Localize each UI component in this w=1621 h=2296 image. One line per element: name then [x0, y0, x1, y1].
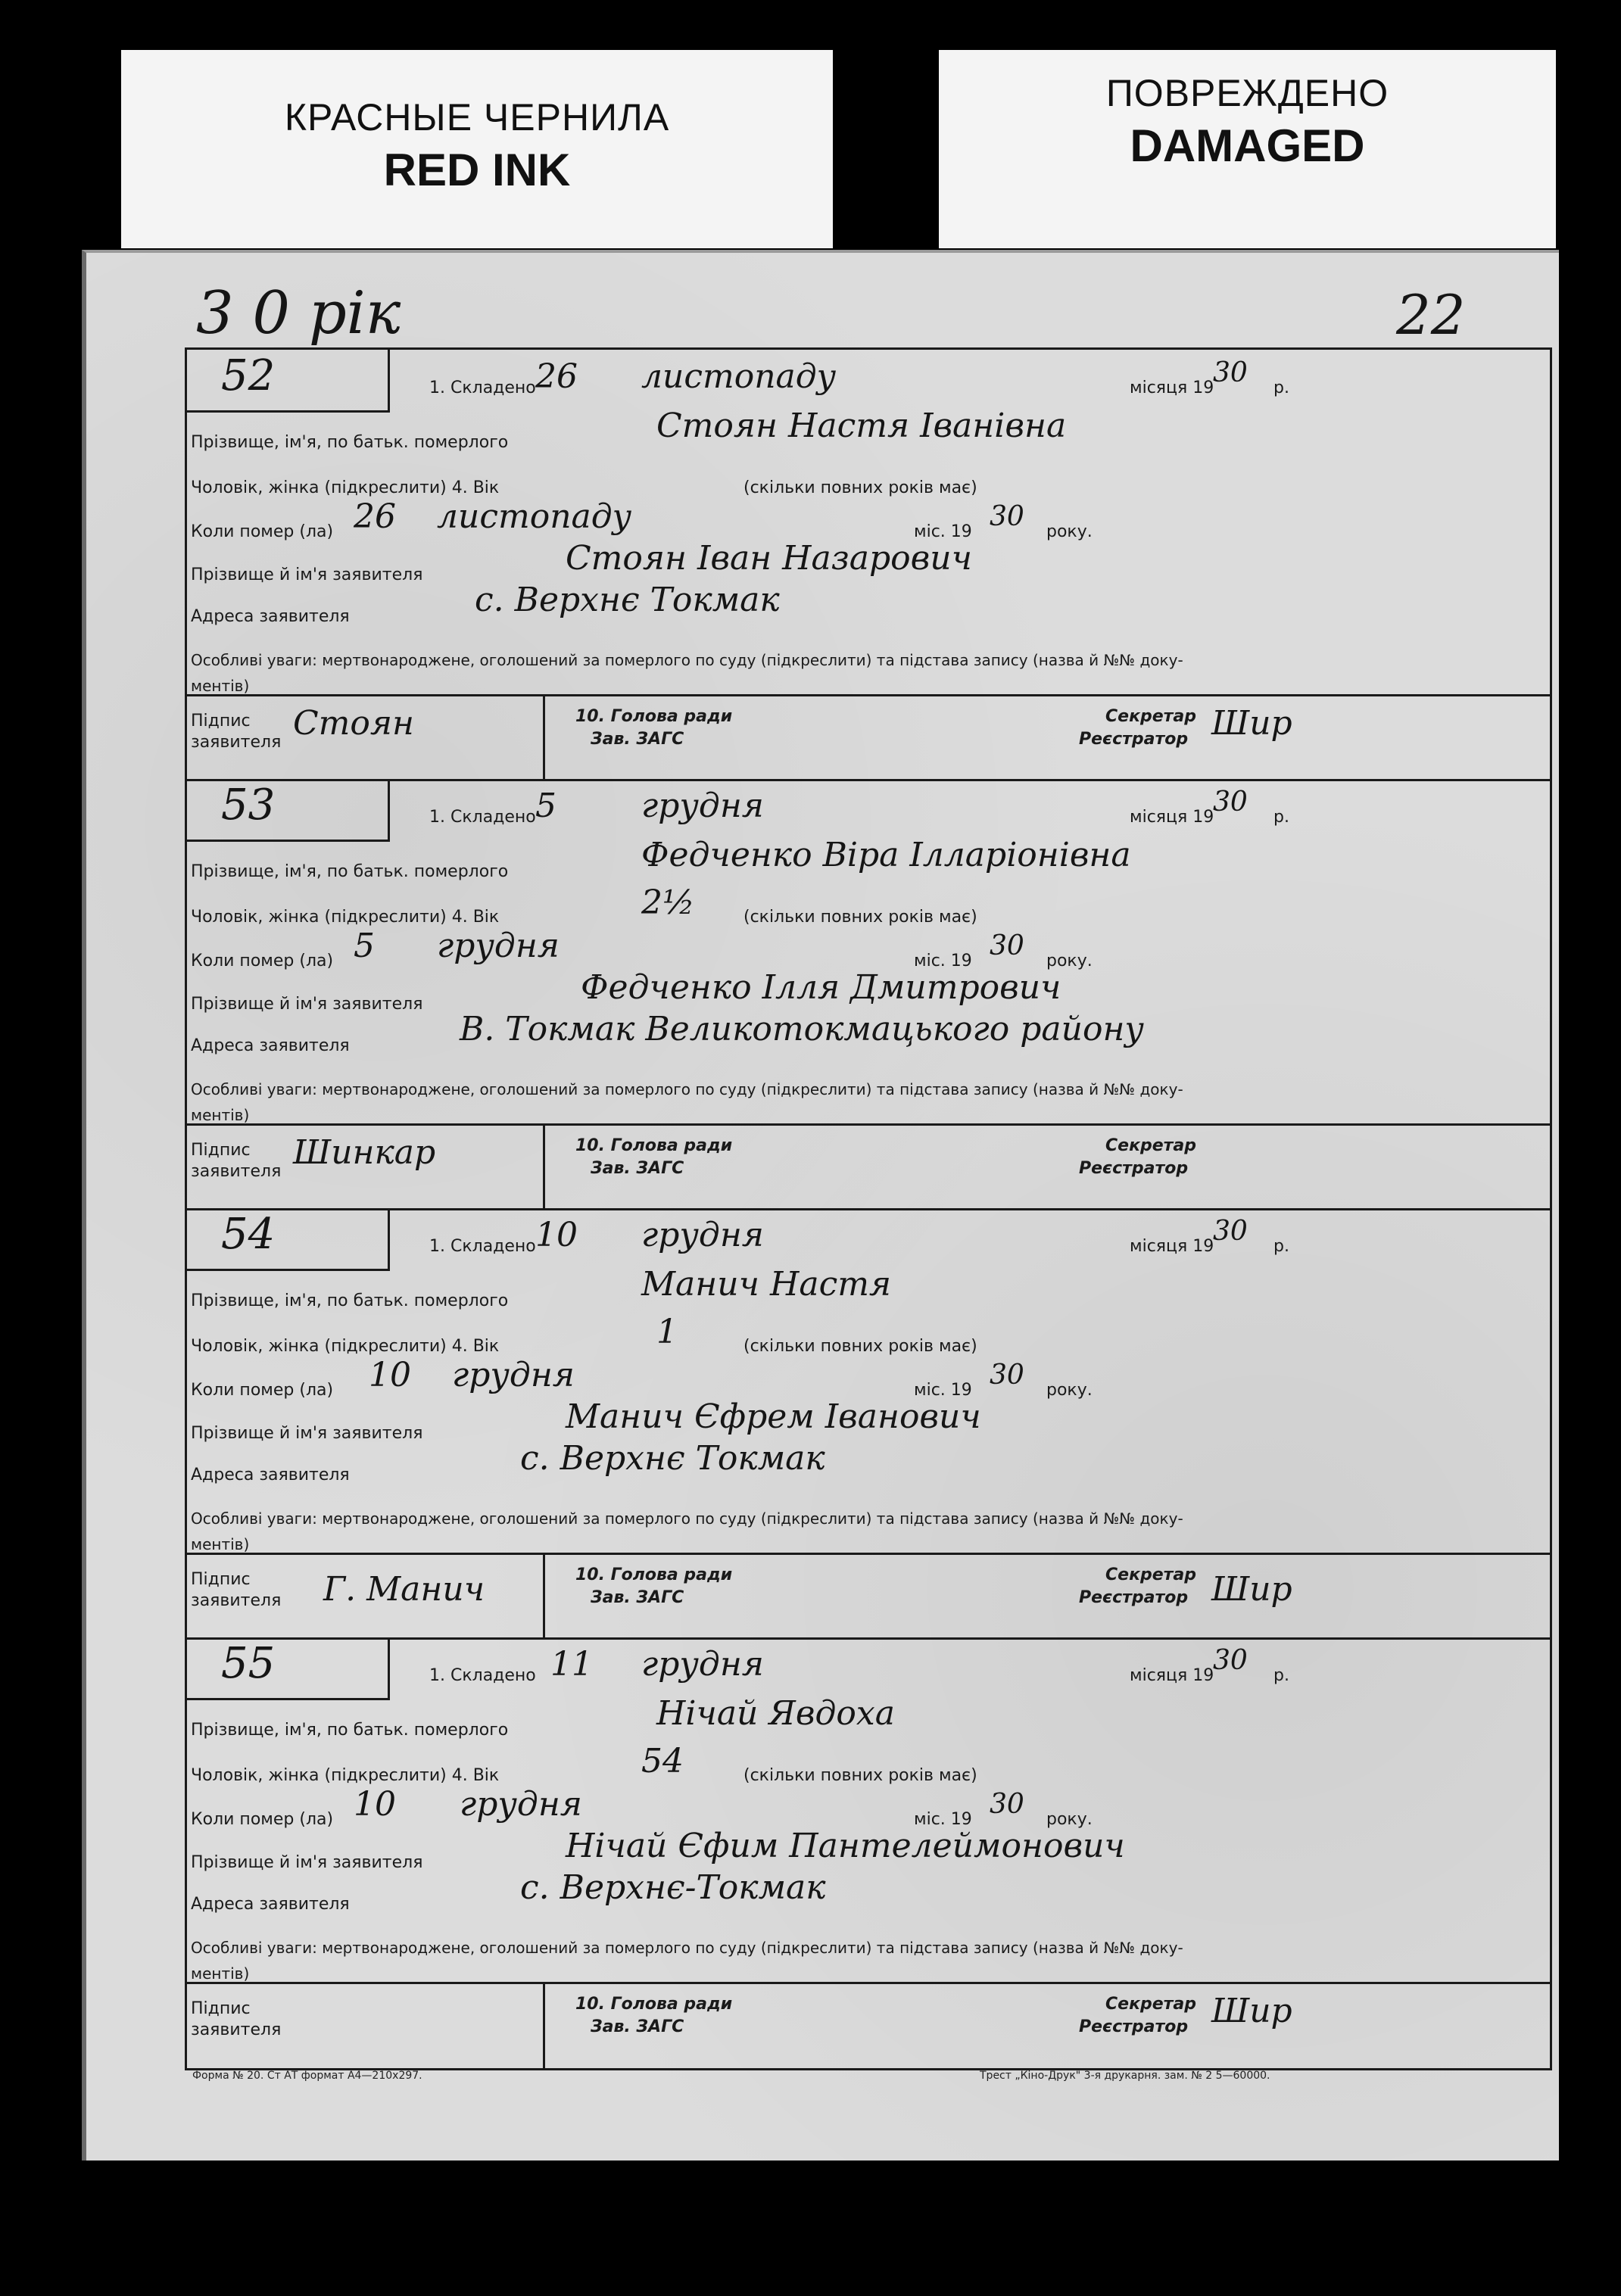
- deceased-name-label: Прізвище, ім'я, по батьк. померлого: [191, 433, 509, 452]
- composed-day: 10: [535, 1216, 578, 1254]
- record-number: 55: [221, 1639, 276, 1688]
- applicant-sig-label-1: Підпис: [191, 712, 251, 731]
- death-record: [187, 350, 1550, 781]
- head-label: 10. Голова ради: [575, 1995, 733, 2014]
- applicant-signature: Стоян: [293, 704, 414, 743]
- address-label: Адреса заявителя: [191, 1895, 350, 1914]
- died-day: 10: [354, 1785, 396, 1824]
- head-label: 10. Голова ради: [575, 1565, 733, 1584]
- applicant-name: Стоян Іван Назарович: [566, 539, 972, 578]
- died-year-suffix: року.: [1046, 952, 1093, 970]
- died-month: грудня: [452, 1356, 575, 1394]
- secretary-label: Секретар: [1105, 1136, 1197, 1155]
- applicant-sig-label-2: заявителя: [191, 1162, 282, 1181]
- notes-label: Особливі уваги: мертвонароджене, оголошений за померлого по суду (підкреслити) та підстава запису (назва й №№ доку-: [191, 1509, 1183, 1528]
- address-label: Адреса заявителя: [191, 607, 350, 626]
- notes-label: Особливі уваги: мертвонароджене, оголошений за померлого по суду (підкреслити) та підстава запису (назва й №№ доку-: [191, 1939, 1183, 1957]
- applicant-address: с. Верхнє-Токмак: [520, 1868, 826, 1907]
- zags-label: Зав. ЗАГС: [591, 2017, 684, 2036]
- deceased-name-label: Прізвище, ім'я, по батьк. померлого: [191, 862, 509, 881]
- death-record: [187, 1208, 1550, 1640]
- month-year-label: місяця 19: [1130, 1666, 1214, 1685]
- applicant-name: Нічай Єфим Пантелеймонович: [566, 1827, 1125, 1865]
- record-number: 52: [221, 351, 276, 400]
- death-record: [187, 779, 1550, 1210]
- composed-day: 11: [550, 1645, 593, 1684]
- form-footer-left: Форма № 20. Ст АТ формат А4—210х297.: [192, 2070, 422, 2082]
- month-year-label: місяця 19: [1130, 808, 1214, 827]
- registrar-signature: Шир: [1211, 704, 1292, 743]
- died-day: 5: [354, 927, 375, 965]
- official-sig-cell: [543, 696, 1552, 781]
- composed-month: грудня: [641, 1645, 764, 1684]
- official-sig-cell: [543, 1126, 1552, 1210]
- record-number-box: [187, 779, 390, 842]
- died-year-label: міс. 19: [914, 1381, 972, 1400]
- deceased-age: 54: [641, 1742, 684, 1780]
- composed-label: 1. Складено: [429, 1666, 536, 1685]
- month-year-label: місяця 19: [1130, 379, 1214, 397]
- died-year-label: міс. 19: [914, 1810, 972, 1829]
- applicant-label: Прізвище й ім'я заявителя: [191, 995, 423, 1014]
- composed-day: 26: [535, 357, 578, 396]
- died-day: 10: [369, 1356, 411, 1394]
- composed-year: 30: [1213, 357, 1248, 388]
- year-suffix: р.: [1273, 1237, 1289, 1256]
- notes-label-cont: ментів): [191, 1964, 250, 1983]
- died-label: Коли помер (ла): [191, 522, 334, 541]
- address-label: Адреса заявителя: [191, 1036, 350, 1055]
- damaged-label-ru: ПОВРЕЖДЕНО: [1105, 72, 1389, 114]
- composed-label: 1. Складено: [429, 808, 536, 827]
- head-label: 10. Голова ради: [575, 1136, 733, 1155]
- applicant-name: Федченко Ілля Дмитрович: [581, 968, 1061, 1007]
- record-number: 54: [221, 1210, 276, 1259]
- notes-label-cont: ментів): [191, 677, 250, 695]
- composed-year: 30: [1213, 1645, 1248, 1676]
- died-month: листопаду: [437, 497, 632, 536]
- died-day: 26: [354, 497, 396, 536]
- died-year-suffix: року.: [1046, 522, 1093, 541]
- applicant-label: Прізвище й ім'я заявителя: [191, 1424, 423, 1443]
- applicant-sig-label-1: Підпис: [191, 1570, 251, 1589]
- registrar-label: Реєстратор: [1079, 1159, 1189, 1178]
- died-year-label: міс. 19: [914, 522, 972, 541]
- applicant-sig-label-1: Підпис: [191, 1141, 251, 1160]
- secretary-label: Секретар: [1105, 707, 1197, 726]
- died-year: 30: [990, 1360, 1024, 1391]
- official-sig-cell: [543, 1555, 1552, 1640]
- zags-label: Зав. ЗАГС: [591, 730, 684, 749]
- applicant-address: с. Верхнє Токмак: [475, 581, 780, 619]
- year-suffix: р.: [1273, 379, 1289, 397]
- died-year-suffix: року.: [1046, 1381, 1093, 1400]
- signature-row: [187, 1553, 1550, 1640]
- applicant-label: Прізвище й ім'я заявителя: [191, 1853, 423, 1872]
- died-label: Коли помер (ла): [191, 952, 334, 970]
- secretary-label: Секретар: [1105, 1565, 1197, 1584]
- died-label: Коли помер (ла): [191, 1381, 334, 1400]
- died-month: грудня: [437, 927, 560, 965]
- deceased-name: Нічай Явдоха: [656, 1694, 895, 1733]
- record-number-box: [187, 1208, 390, 1271]
- composed-label: 1. Складено: [429, 1237, 536, 1256]
- composed-label: 1. Складено: [429, 379, 536, 397]
- red-ink-label-en: RED INK: [383, 145, 571, 195]
- deceased-name-label: Прізвище, ім'я, по батьк. померлого: [191, 1721, 509, 1740]
- deceased-age: 1: [656, 1313, 678, 1351]
- signature-row: [187, 1982, 1550, 2069]
- signature-row: [187, 694, 1550, 781]
- applicant-address: В. Токмак Великотокмацького району: [460, 1010, 1144, 1048]
- died-year: 30: [990, 1789, 1024, 1820]
- died-month: грудня: [460, 1785, 582, 1824]
- address-label: Адреса заявителя: [191, 1466, 350, 1484]
- month-year-label: місяця 19: [1130, 1237, 1214, 1256]
- record-number-box: [187, 350, 390, 413]
- age-note: (скільки повних років має): [743, 908, 977, 927]
- applicant-label: Прізвище й ім'я заявителя: [191, 565, 423, 584]
- composed-year: 30: [1213, 1216, 1248, 1247]
- deceased-name: Стоян Настя Іванівна: [656, 407, 1067, 445]
- damaged-label-en: DAMAGED: [1130, 120, 1365, 171]
- sex-age-label: Чоловік, жінка (підкреслити) 4. Вік: [191, 478, 500, 497]
- age-note: (скільки повних років має): [743, 1766, 977, 1785]
- deceased-name: Федченко Віра Ілларіонівна: [641, 836, 1131, 874]
- registrar-label: Реєстратор: [1079, 2017, 1189, 2036]
- applicant-sig-label-2: заявителя: [191, 1591, 282, 1610]
- died-year-suffix: року.: [1046, 1810, 1093, 1829]
- applicant-address: с. Верхнє Токмак: [520, 1439, 825, 1478]
- death-record: [187, 1637, 1550, 2067]
- applicant-name: Манич Єфрем Іванович: [566, 1397, 981, 1436]
- composed-year: 30: [1213, 787, 1248, 818]
- applicant-sig-label-2: заявителя: [191, 733, 282, 752]
- age-note: (скільки повних років має): [743, 1337, 977, 1356]
- applicant-sig-label-2: заявителя: [191, 2020, 282, 2039]
- sex-age-label: Чоловік, жінка (підкреслити) 4. Вік: [191, 1337, 500, 1356]
- notes-label: Особливі уваги: мертвонароджене, оголошений за померлого по суду (підкреслити) та підстава запису (назва й №№ доку-: [191, 651, 1183, 669]
- notes-label-cont: ментів): [191, 1535, 250, 1553]
- red-ink-label: [121, 50, 833, 248]
- registrar-signature: Шир: [1211, 1992, 1292, 2030]
- sex-age-label: Чоловік, жінка (підкреслити) 4. Вік: [191, 1766, 500, 1785]
- deceased-age: 2½: [641, 883, 695, 922]
- registrar-label: Реєстратор: [1079, 730, 1189, 749]
- applicant-signature: Г. Манич: [323, 1570, 485, 1609]
- register-sheet: [82, 250, 1559, 2160]
- composed-month: листопаду: [641, 357, 837, 396]
- record-number: 53: [221, 780, 276, 830]
- year-suffix: р.: [1273, 1666, 1289, 1685]
- secretary-label: Секретар: [1105, 1995, 1197, 2014]
- composed-month: грудня: [641, 787, 764, 825]
- red-ink-label-ru: КРАСНЫЕ ЧЕРНИЛА: [284, 96, 670, 139]
- form-footer-right: Трест „Кіно-Друк" 3-я друкарня. зам. № 2 5—60000.: [980, 2070, 1270, 2082]
- signature-row: [187, 1123, 1550, 1210]
- registrar-label: Реєстратор: [1079, 1588, 1189, 1607]
- deceased-name-label: Прізвище, ім'я, по батьк. померлого: [191, 1291, 509, 1310]
- applicant-sig-label-1: Підпис: [191, 1999, 251, 2018]
- deceased-name: Манич Настя: [641, 1265, 892, 1304]
- official-sig-cell: [543, 1984, 1552, 2069]
- head-label: 10. Голова ради: [575, 707, 733, 726]
- notes-label-cont: ментів): [191, 1106, 250, 1124]
- record-number-box: [187, 1637, 390, 1700]
- died-year: 30: [990, 501, 1024, 532]
- sex-age-label: Чоловік, жінка (підкреслити) 4. Вік: [191, 908, 500, 927]
- died-year: 30: [990, 930, 1024, 961]
- year-mark: 3 0 рік: [196, 279, 401, 347]
- records-frame: [185, 347, 1552, 2070]
- died-label: Коли помер (ла): [191, 1810, 334, 1829]
- registrar-signature: Шир: [1211, 1570, 1292, 1609]
- died-year-label: міс. 19: [914, 952, 972, 970]
- year-suffix: р.: [1273, 808, 1289, 827]
- zags-label: Зав. ЗАГС: [591, 1588, 684, 1607]
- notes-label: Особливі уваги: мертвонароджене, оголошений за померлого по суду (підкреслити) та підстава запису (назва й №№ доку-: [191, 1080, 1183, 1098]
- damaged-label: [939, 50, 1556, 248]
- zags-label: Зав. ЗАГС: [591, 1159, 684, 1178]
- applicant-signature: Шинкар: [293, 1133, 436, 1172]
- age-note: (скільки повних років має): [743, 478, 977, 497]
- composed-month: грудня: [641, 1216, 764, 1254]
- page-number: 22: [1396, 283, 1466, 347]
- composed-day: 5: [535, 787, 556, 825]
